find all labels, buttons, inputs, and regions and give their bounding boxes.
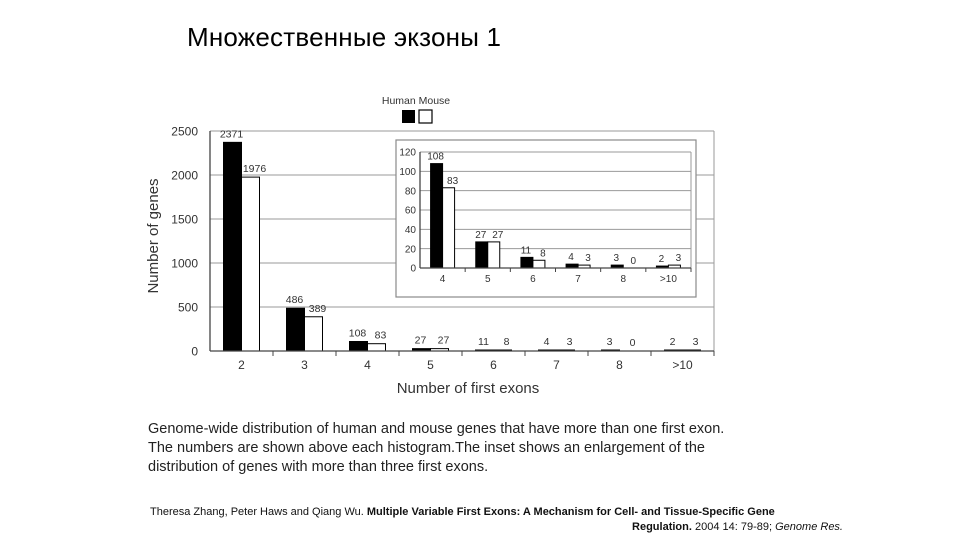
bar-inset-mouse [488, 242, 500, 268]
data-label-main-mouse: 3 [566, 336, 573, 348]
inset-x-tick-label: 8 [620, 274, 627, 285]
data-label-main-human: 4 [543, 336, 550, 348]
bar-main-human [350, 341, 368, 351]
main-x-tick-label: >10 [672, 358, 693, 372]
data-label-main-human: 2371 [219, 128, 244, 141]
data-label-inset-mouse: 27 [492, 229, 504, 241]
bar-inset-mouse [533, 260, 545, 268]
citation-title-end: Regulation. [632, 521, 692, 533]
main-y-tick-label: 1000 [171, 256, 198, 271]
data-label-main-mouse: 27 [437, 334, 450, 347]
bar-inset-mouse [443, 188, 455, 268]
data-label-main-mouse: 83 [374, 329, 387, 342]
inset-y-tick-label: 40 [404, 224, 416, 236]
inset-x-tick-label: 7 [575, 274, 581, 285]
data-label-main-mouse: 3 [692, 336, 699, 348]
data-label-main-mouse: 1976 [242, 163, 267, 176]
main-y-tick-label: 2000 [171, 168, 198, 183]
main-x-tick-label: 7 [553, 358, 560, 372]
data-label-inset-human: 108 [427, 151, 444, 163]
main-y-tick-label: 500 [177, 300, 198, 315]
main-x-tick-label: 8 [616, 358, 623, 372]
citation-authors: Theresa Zhang, Peter Haws and Qiang Wu. [150, 506, 364, 518]
data-label-inset-human: 4 [568, 252, 574, 264]
data-label-main-human: 2 [669, 336, 676, 348]
data-label-main-mouse: 0 [629, 337, 636, 349]
data-label-inset-human: 3 [613, 253, 620, 265]
bar-main-mouse [368, 344, 386, 351]
data-label-main-mouse: 389 [308, 302, 327, 315]
inset-x-tick-label: >10 [659, 274, 677, 285]
caption-line-3: distribution of genes with more than three first exons. [148, 459, 489, 475]
data-label-inset-mouse: 0 [630, 256, 637, 267]
figure-caption [148, 420, 808, 477]
main-y-tick-label: 0 [191, 344, 198, 359]
data-label-inset-human: 27 [475, 229, 487, 241]
citation-year-pages: 2004 14: 79-89; [694, 521, 773, 533]
legend-labels: Human Mouse [381, 95, 451, 107]
legend [382, 95, 450, 123]
main-x-tick-label: 3 [301, 358, 308, 372]
bar-inset-human [431, 164, 443, 268]
x-axis-title: Number of first exons [396, 380, 540, 397]
caption-line-2: The numbers are shown above each histogram.The inset shows an enlargement of the [148, 440, 705, 456]
inset-y-tick-label: 120 [399, 147, 416, 159]
main-x-tick-label: 4 [364, 358, 371, 372]
data-label-main-human: 486 [285, 294, 304, 307]
data-label-inset-human: 11 [520, 245, 532, 257]
inset-chart [396, 140, 696, 297]
inset-x-tick-label: 6 [530, 274, 536, 285]
inset-y-tick-label: 100 [399, 166, 416, 178]
data-label-inset-mouse: 3 [585, 253, 591, 265]
citation-journal: Genome Res. [775, 521, 843, 533]
citation-title: Multiple Variable First Exons: A Mechanism for Cell- and Tissue-Specific Gene [366, 506, 775, 518]
bar-inset-human [476, 242, 488, 268]
bar-main-human [287, 308, 305, 351]
main-x-tick-label: 6 [490, 358, 497, 372]
legend-human-swatch [402, 110, 415, 123]
inset-y-tick-label: 20 [404, 244, 416, 256]
main-y-tick-label: 1500 [171, 212, 198, 227]
slide-title: Множественные экзоны 1 [187, 22, 502, 52]
inset-x-tick-label: 5 [484, 274, 491, 285]
data-label-main-human: 108 [348, 327, 367, 340]
main-x-tick-label: 5 [427, 358, 434, 372]
inset-y-tick-label: 0 [410, 263, 416, 275]
data-label-main-human: 3 [606, 336, 613, 348]
bar-main-mouse [242, 177, 260, 351]
main-y-tick-label: 2500 [171, 124, 198, 139]
inset-y-tick-label: 80 [404, 186, 416, 198]
main-x-tick-label: 2 [238, 358, 245, 372]
data-label-inset-mouse: 8 [540, 248, 546, 260]
bar-main-mouse [305, 317, 323, 351]
citation [150, 505, 843, 535]
data-label-main-human: 27 [414, 334, 427, 347]
inset-y-tick-label: 60 [404, 205, 416, 217]
data-label-inset-mouse: 83 [447, 175, 459, 187]
bar-inset-human [521, 257, 533, 268]
inset-x-tick-label: 4 [439, 274, 446, 285]
data-label-inset-mouse: 3 [675, 253, 682, 265]
data-label-inset-human: 2 [658, 254, 665, 266]
data-label-main-human: 11 [478, 336, 489, 348]
caption-line-1: Genome-wide distribution of human and mouse genes that have more than one first exon. [148, 421, 725, 437]
legend-mouse-swatch [419, 110, 432, 123]
bar-main-human [224, 142, 242, 351]
y-axis-title: Number of genes [145, 178, 162, 294]
data-label-main-mouse: 8 [503, 336, 510, 348]
